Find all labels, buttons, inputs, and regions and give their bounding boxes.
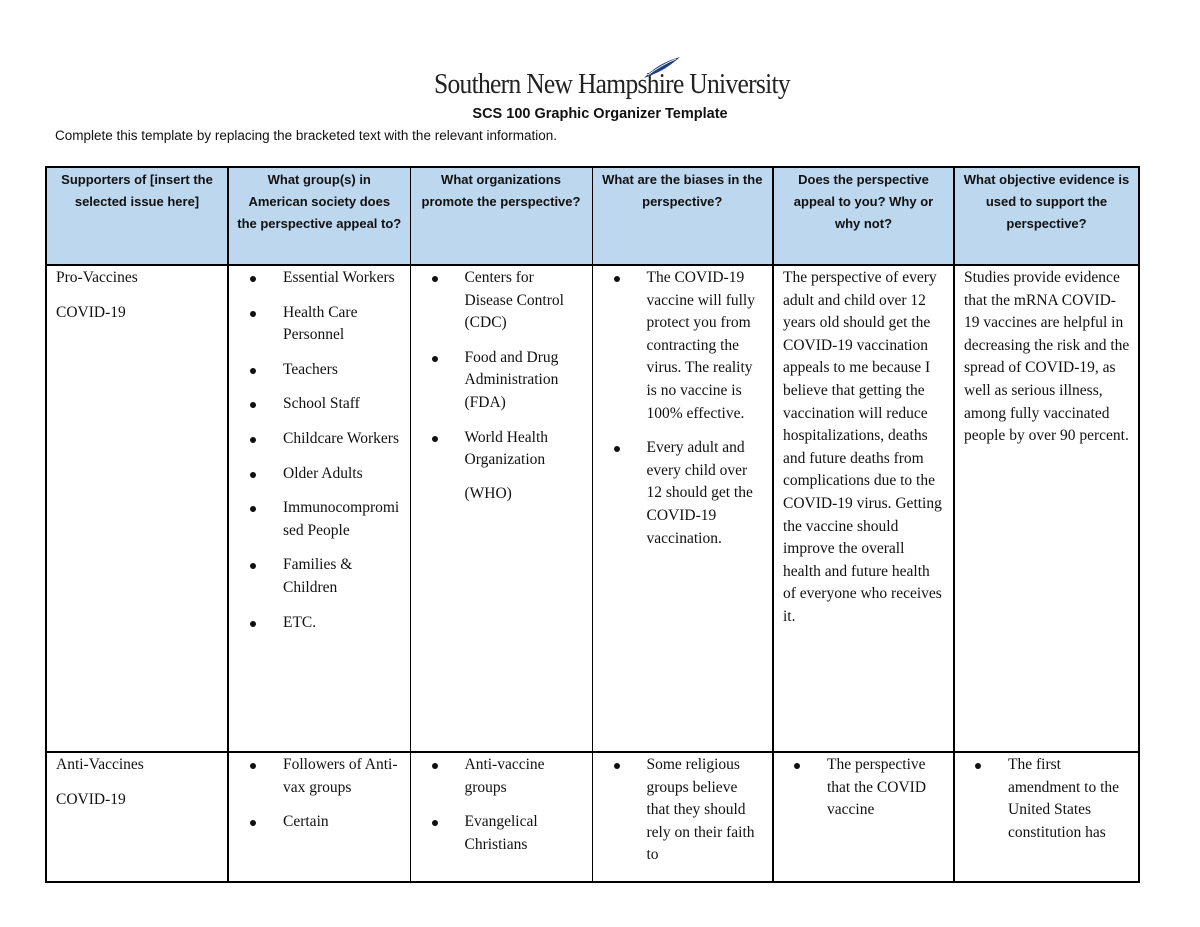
list-item: Every adult and every child over 12 should get the COVID-19 vaccination.	[610, 437, 765, 550]
feather-icon	[642, 56, 682, 80]
column-header-supporters: Supporters of [insert the selected issue here]	[46, 167, 228, 265]
list-item: Some religious groups believe that they should rely on their faith to	[610, 754, 765, 867]
cell-biases	[592, 265, 773, 752]
graphic-organizer-table	[45, 166, 1140, 883]
instructions-text: Complete this template by replacing the bracketed text with the relevant information.	[55, 128, 558, 143]
list-item: Anti-vaccine groups	[428, 754, 584, 799]
list-item: Older Adults	[246, 463, 402, 486]
list-item: Followers of Anti-vax groups	[246, 754, 402, 799]
list-item: The COVID-19 vaccine will fully protect you from contracting the virus. The reality is no vaccine is 100% effective.	[610, 267, 765, 425]
list-item: World Health Organization	[428, 427, 584, 472]
supporter-issue: COVID-19	[56, 303, 126, 321]
organization-continuation: (WHO)	[464, 484, 512, 502]
list-item: Teachers	[246, 359, 402, 382]
cell-organizations	[410, 265, 592, 752]
university-logo	[434, 56, 790, 104]
list-item: Certain	[246, 811, 402, 834]
column-header-appeal: Does the perspective appeal to you? Why or why not?	[773, 167, 954, 265]
cell-organizations	[410, 752, 592, 882]
table-row-pro-vaccines	[46, 265, 1139, 752]
cell-supporters	[46, 752, 228, 882]
cell-evidence	[954, 752, 1139, 882]
list-item: Centers for Disease Control (CDC)	[428, 267, 584, 335]
list-item: Health Care Personnel	[246, 302, 402, 347]
column-header-groups: What group(s) in American society does the perspective appeal to?	[228, 167, 410, 265]
column-header-biases: What are the biases in the perspective?	[592, 167, 773, 265]
cell-supporters	[46, 265, 228, 752]
list-item: ETC.	[246, 612, 402, 635]
list-item: Immunocompromised People	[246, 497, 402, 542]
list-item: The perspective that the COVID vaccine	[790, 754, 945, 822]
list-item: School Staff	[246, 393, 402, 416]
cell-evidence: Studies provide evidence that the mRNA COVID-19 vaccines are helpful in decreasing the risk and the spread of COVID-19, as well as serious illness, among fully vaccinated people by over 90 percent.	[954, 265, 1139, 752]
table-header-row	[46, 167, 1139, 265]
cell-groups	[228, 265, 410, 752]
cell-appeal	[773, 752, 954, 882]
cell-appeal: The perspective of every adult and child over 12 years old should get the COVID-19 vaccination appeals to me because I believe that getting the vaccination will reduce hospitalizations, deaths and future deaths from complications due to the COVID-19 virus. Getting the vaccine should improve the overall health and future health of everyone who receives it.	[773, 265, 954, 752]
list-item: Families & Children	[246, 554, 402, 599]
list-item: Essential Workers	[246, 267, 402, 290]
table-row-anti-vaccines	[46, 752, 1139, 882]
cell-groups	[228, 752, 410, 882]
list-item: The first amendment to the United States constitution has	[971, 754, 1130, 844]
column-header-organizations: What organizations promote the perspective?	[410, 167, 592, 265]
supporter-label: Anti-Vaccines	[56, 756, 144, 773]
supporter-label: Pro-Vaccines	[56, 269, 138, 286]
document-title: SCS 100 Graphic Organizer Template	[472, 106, 728, 122]
list-item: Food and Drug Administration (FDA)	[428, 347, 584, 415]
column-header-evidence: What objective evidence is used to support the perspective?	[954, 167, 1139, 265]
supporter-issue: COVID-19	[56, 790, 126, 808]
cell-biases	[592, 752, 773, 882]
list-item: Childcare Workers	[246, 428, 402, 451]
list-item: Evangelical Christians	[428, 811, 584, 856]
university-name: Southern New Hampshire University	[434, 68, 790, 100]
